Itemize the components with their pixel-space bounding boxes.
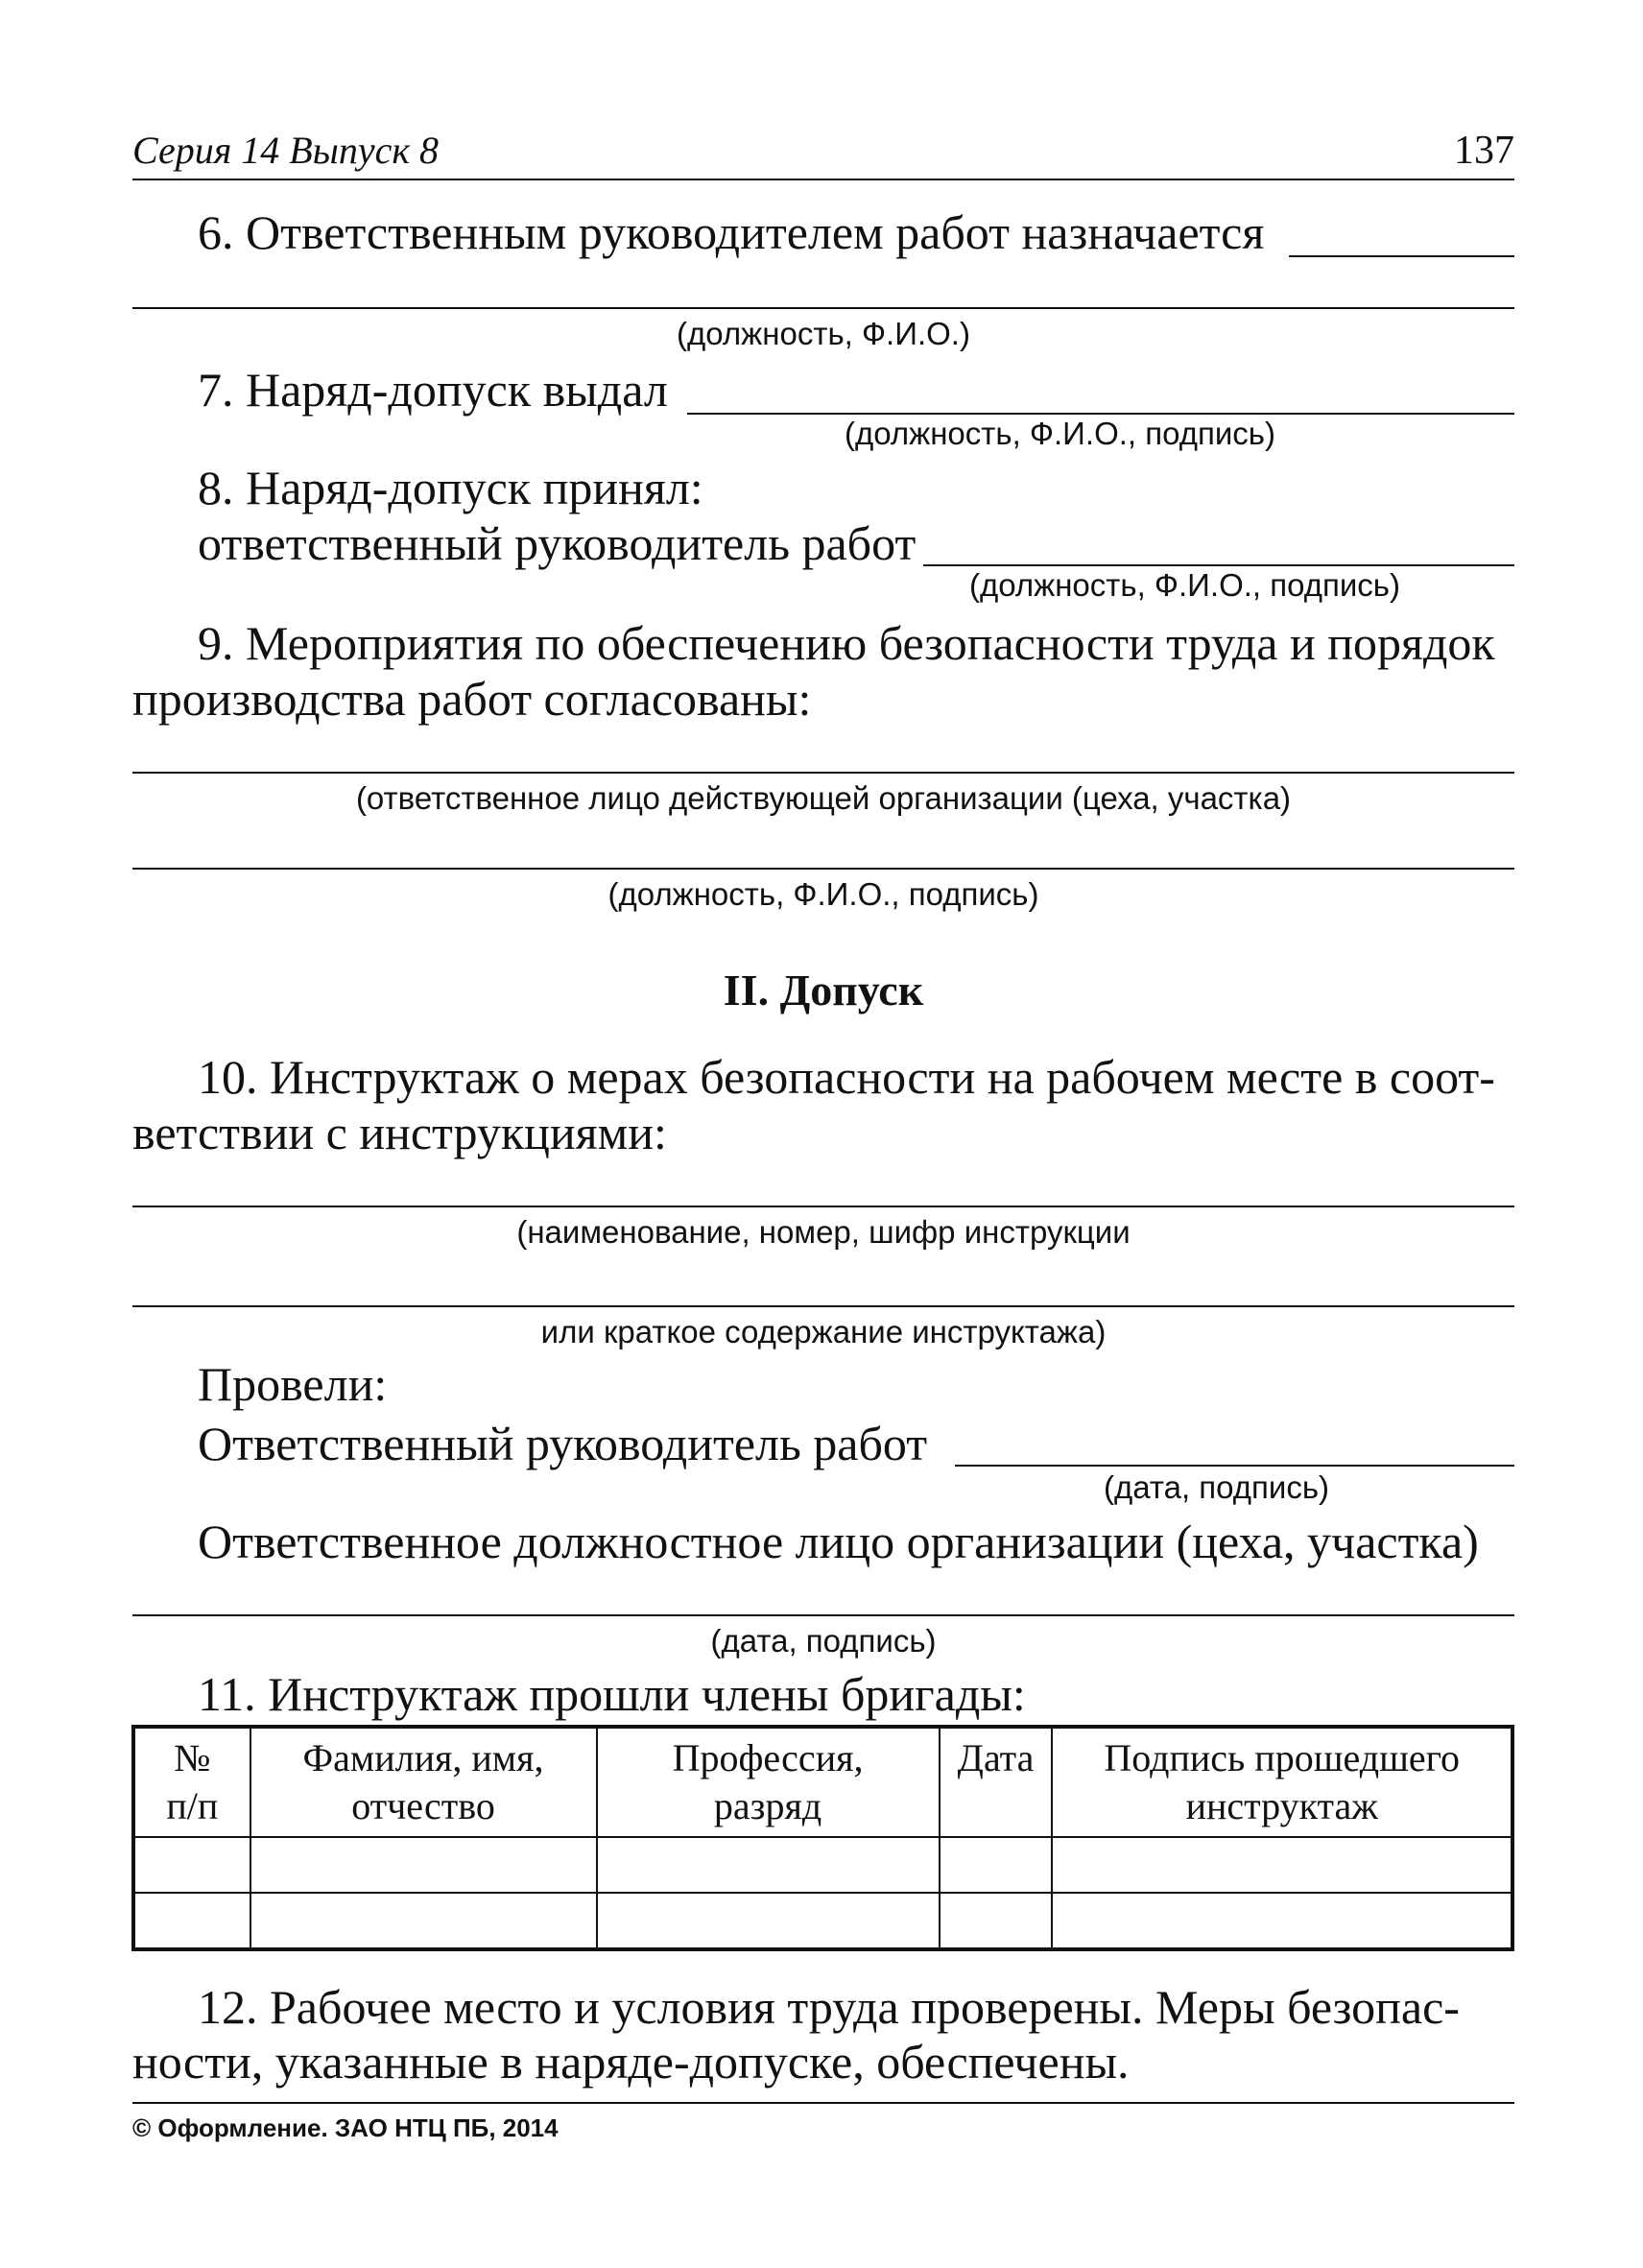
table-header-row <box>133 1727 1512 1837</box>
item-7-caption: (должность, Ф.И.О., подпись) <box>845 416 1275 451</box>
item-10-manager-blank <box>955 1465 1514 1467</box>
column-header-date: Дата <box>940 1727 1053 1837</box>
table-row <box>133 1893 1512 1949</box>
item-10-caption-1: (наименование, номер, шифр инструкции <box>516 1214 1131 1250</box>
column-header-number: № п/п <box>133 1727 250 1837</box>
item-6-blank-2 <box>132 307 1514 309</box>
item-12-line-2: ности, указанные в наряде-допуске, обеспечены. <box>132 2035 1130 2089</box>
section-title: II. Допуск <box>723 966 924 1015</box>
table-row <box>133 1837 1512 1893</box>
column-header-signature: Подпись прошедшего инструктаж <box>1052 1727 1512 1837</box>
table-cell <box>250 1837 597 1893</box>
item-10-resp-official: Ответственное должностное лицо организации (цеха, участка) <box>198 1515 1479 1568</box>
item-9-blank-1 <box>132 772 1514 774</box>
table-cell <box>597 1837 940 1893</box>
item-10-caption-4: (дата, подпись) <box>710 1623 937 1659</box>
item-6-caption: (должность, Ф.И.О.) <box>677 316 970 351</box>
item-10-line-2: ветствии с инструкциями: <box>132 1106 667 1159</box>
table-cell <box>1052 1893 1512 1949</box>
item-9-blank-2 <box>132 868 1514 870</box>
header-rule <box>132 179 1514 180</box>
brigade-table <box>131 1725 1514 1951</box>
table-cell <box>597 1893 940 1949</box>
table-cell <box>940 1837 1053 1893</box>
item-10-line-1: 10. Инструктаж о мерах безопасности на рабочем месте в соот- <box>198 1050 1495 1104</box>
table-cell <box>133 1893 250 1949</box>
item-10-caption-3: (дата, подпись) <box>1104 1469 1330 1505</box>
item-10-blank-1 <box>132 1206 1514 1207</box>
item-10-resp-manager: Ответственный руководитель работ <box>198 1417 928 1470</box>
item-7-text: 7. Наряд-допуск выдал <box>198 363 668 417</box>
item-11-text: 11. Инструктаж прошли члены бригады: <box>198 1667 1026 1721</box>
item-10-blank-2 <box>132 1305 1514 1307</box>
column-header-profession: Профессия, разряд <box>597 1727 940 1837</box>
running-header-series: Серия 14 Выпуск 8 <box>132 129 440 172</box>
table-cell <box>1052 1837 1512 1893</box>
page-number: 137 <box>1454 129 1514 173</box>
item-8-role: ответственный руководитель работ <box>198 516 917 570</box>
table-cell <box>940 1893 1053 1949</box>
table-cell <box>250 1893 597 1949</box>
item-6-text: 6. Ответственным руководителем работ назначается <box>198 205 1265 259</box>
item-9-caption-1: (ответственное лицо действующей организации (цеха, участка) <box>355 780 1292 816</box>
item-8-text: 8. Наряд-допуск принял: <box>198 461 703 514</box>
item-10-conducted: Провели: <box>198 1357 388 1411</box>
item-10-official-blank <box>132 1614 1514 1616</box>
item-8-caption: (должность, Ф.И.О., подпись) <box>969 567 1400 603</box>
item-10-caption-2: или краткое содержание инструктажа) <box>540 1314 1107 1349</box>
footer-copyright: © Оформление. ЗАО НТЦ ПБ, 2014 <box>132 2113 559 2142</box>
item-9-caption-2: (должность, Ф.И.О., подпись) <box>607 876 1039 912</box>
item-6-blank-1 <box>1289 255 1514 257</box>
item-9-line-1: 9. Мероприятия по обеспечению безопасности труда и порядок <box>198 616 1495 670</box>
footer-rule <box>132 2102 1514 2104</box>
table-cell <box>133 1837 250 1893</box>
item-9-line-2: производства работ согласованы: <box>132 672 812 726</box>
column-header-name: Фамилия, имя, отчество <box>250 1727 597 1837</box>
item-12-line-1: 12. Рабочее место и условия труда проверены. Меры безопас- <box>198 1980 1460 2034</box>
